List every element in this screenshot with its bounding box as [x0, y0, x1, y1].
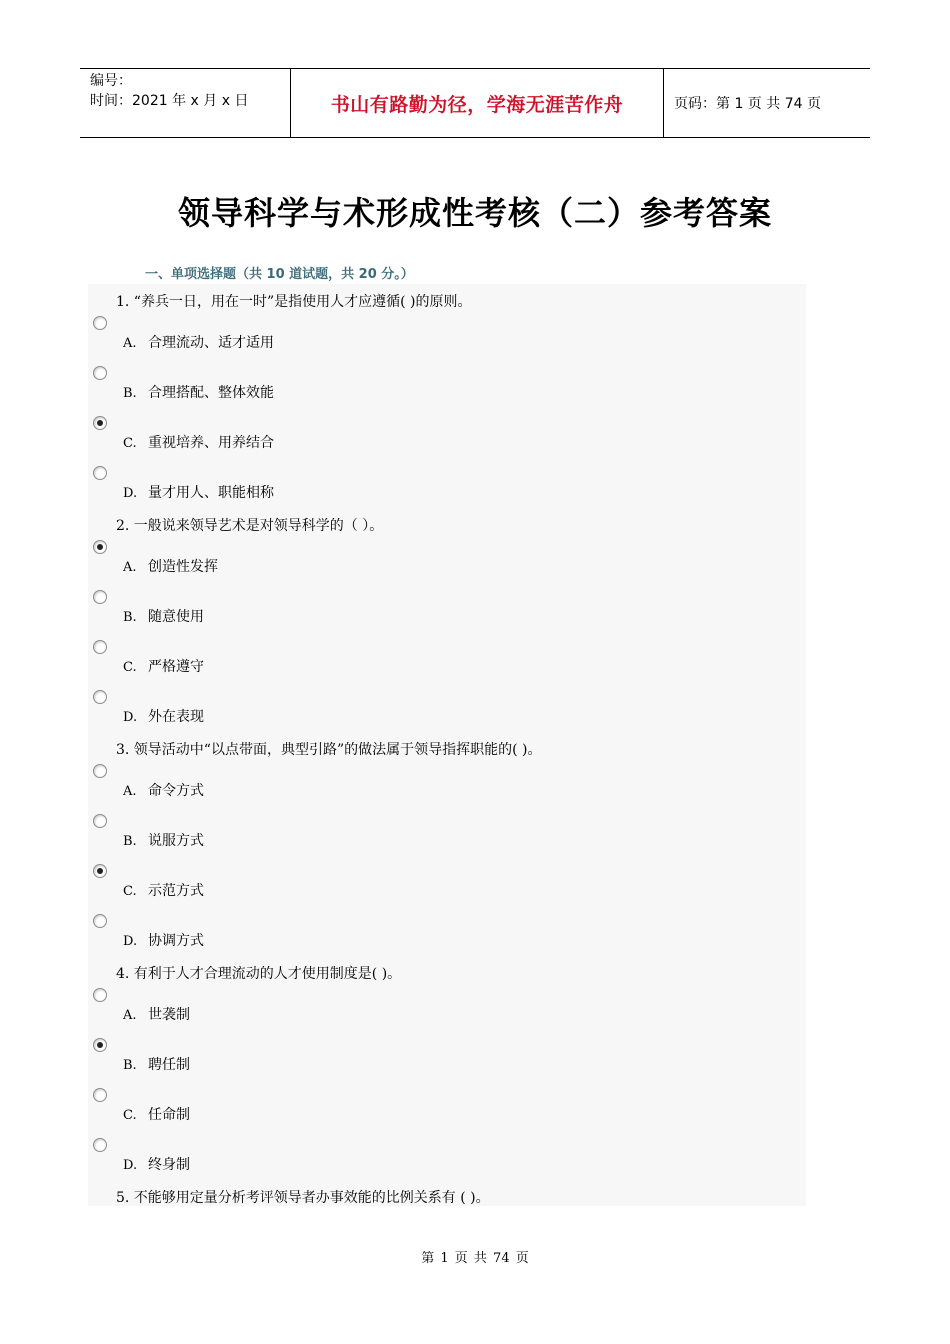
- radio-unselected-icon[interactable]: [93, 690, 107, 704]
- option-row[interactable]: [123, 1104, 190, 1124]
- option-row[interactable]: [123, 556, 218, 576]
- option-letter: C.: [123, 884, 137, 899]
- option-row[interactable]: [123, 780, 204, 800]
- option-letter: D.: [123, 1158, 138, 1173]
- option-text: 协调方式: [148, 933, 204, 949]
- radio-unselected-icon[interactable]: [93, 466, 107, 480]
- option-text: 聘任制: [148, 1057, 190, 1073]
- header-meta: [80, 69, 291, 137]
- option-row[interactable]: [123, 830, 204, 850]
- option-text: 量才用人、职能相称: [148, 485, 274, 501]
- option-letter: A.: [123, 560, 137, 575]
- option-letter: D.: [123, 710, 138, 725]
- option-letter: A.: [123, 784, 137, 799]
- option-row[interactable]: [123, 1054, 190, 1074]
- option-letter: B.: [123, 834, 137, 849]
- radio-unselected-icon[interactable]: [93, 316, 107, 330]
- option-letter: B.: [123, 1058, 137, 1073]
- radio-unselected-icon[interactable]: [93, 590, 107, 604]
- radio-unselected-icon[interactable]: [93, 764, 107, 778]
- option-row[interactable]: [123, 930, 204, 950]
- option-letter: A.: [123, 336, 137, 351]
- option-row[interactable]: [123, 1154, 190, 1174]
- option-letter: D.: [123, 486, 138, 501]
- header-table: [80, 68, 870, 138]
- radio-unselected-icon[interactable]: [93, 988, 107, 1002]
- option-text: 合理流动、适才适用: [148, 335, 274, 351]
- page-info: 页码：第 1 页 共 74 页: [674, 96, 821, 112]
- option-letter: C.: [123, 436, 137, 451]
- radio-selected-icon[interactable]: [93, 416, 107, 430]
- option-row[interactable]: [123, 880, 204, 900]
- motto: 书山有路勤为径，学海无涯苦作舟: [291, 69, 664, 137]
- option-row[interactable]: [123, 332, 274, 352]
- option-row[interactable]: [123, 1004, 190, 1024]
- page-footer: 第 1 页 共 74 页: [421, 1251, 529, 1266]
- option-text: 外在表现: [148, 709, 204, 725]
- option-text: 终身制: [148, 1157, 190, 1173]
- radio-selected-icon[interactable]: [93, 540, 107, 554]
- radio-unselected-icon[interactable]: [93, 814, 107, 828]
- option-letter: A.: [123, 1008, 137, 1023]
- radio-selected-icon[interactable]: [93, 864, 107, 878]
- option-text: 创造性发挥: [148, 559, 218, 575]
- option-row[interactable]: [123, 382, 274, 402]
- option-letter: D.: [123, 934, 138, 949]
- option-text: 随意使用: [148, 609, 204, 625]
- question-text: 5. 不能够用定量分析考评领导者办事效能的比例关系有 ( )。: [116, 1190, 490, 1206]
- option-text: 重视培养、用养结合: [148, 435, 274, 451]
- question-text: 4. 有利于人才合理流动的人才使用制度是( )。: [116, 966, 402, 982]
- document-title: 领导科学与术形成性考核（二）参考答案: [177, 194, 772, 232]
- option-row[interactable]: [123, 606, 204, 626]
- question-text: 1. “养兵一日，用在一时”是指使用人才应遵循( )的原则。: [116, 294, 472, 310]
- radio-unselected-icon[interactable]: [93, 366, 107, 380]
- option-letter: B.: [123, 610, 137, 625]
- option-letter: C.: [123, 1108, 137, 1123]
- option-text: 说服方式: [148, 833, 204, 849]
- option-text: 世袭制: [148, 1007, 190, 1023]
- radio-unselected-icon[interactable]: [93, 640, 107, 654]
- option-row[interactable]: [123, 656, 204, 676]
- option-text: 任命制: [148, 1107, 190, 1123]
- radio-unselected-icon[interactable]: [93, 914, 107, 928]
- radio-unselected-icon[interactable]: [93, 1138, 107, 1152]
- radio-unselected-icon[interactable]: [93, 1088, 107, 1102]
- option-text: 命令方式: [148, 783, 204, 799]
- number-label: 编号：: [90, 73, 132, 89]
- option-letter: B.: [123, 386, 137, 401]
- question-text: 2. 一般说来领导艺术是对领导科学的（ ）。: [116, 518, 384, 534]
- question-text: 3. 领导活动中“以点带面，典型引路”的做法属于领导指挥职能的( )。: [116, 742, 542, 758]
- section-heading: 一、单项选择题（共 10 道试题，共 20 分。）: [145, 267, 414, 282]
- option-letter: C.: [123, 660, 137, 675]
- option-row[interactable]: [123, 432, 274, 452]
- time-label: 时间：2021 年 x 月 x 日: [90, 93, 249, 109]
- option-text: 合理搭配、整体效能: [148, 385, 274, 401]
- option-row[interactable]: [123, 482, 274, 502]
- option-row[interactable]: [123, 706, 204, 726]
- radio-selected-icon[interactable]: [93, 1038, 107, 1052]
- option-text: 严格遵守: [148, 659, 204, 675]
- option-text: 示范方式: [148, 883, 204, 899]
